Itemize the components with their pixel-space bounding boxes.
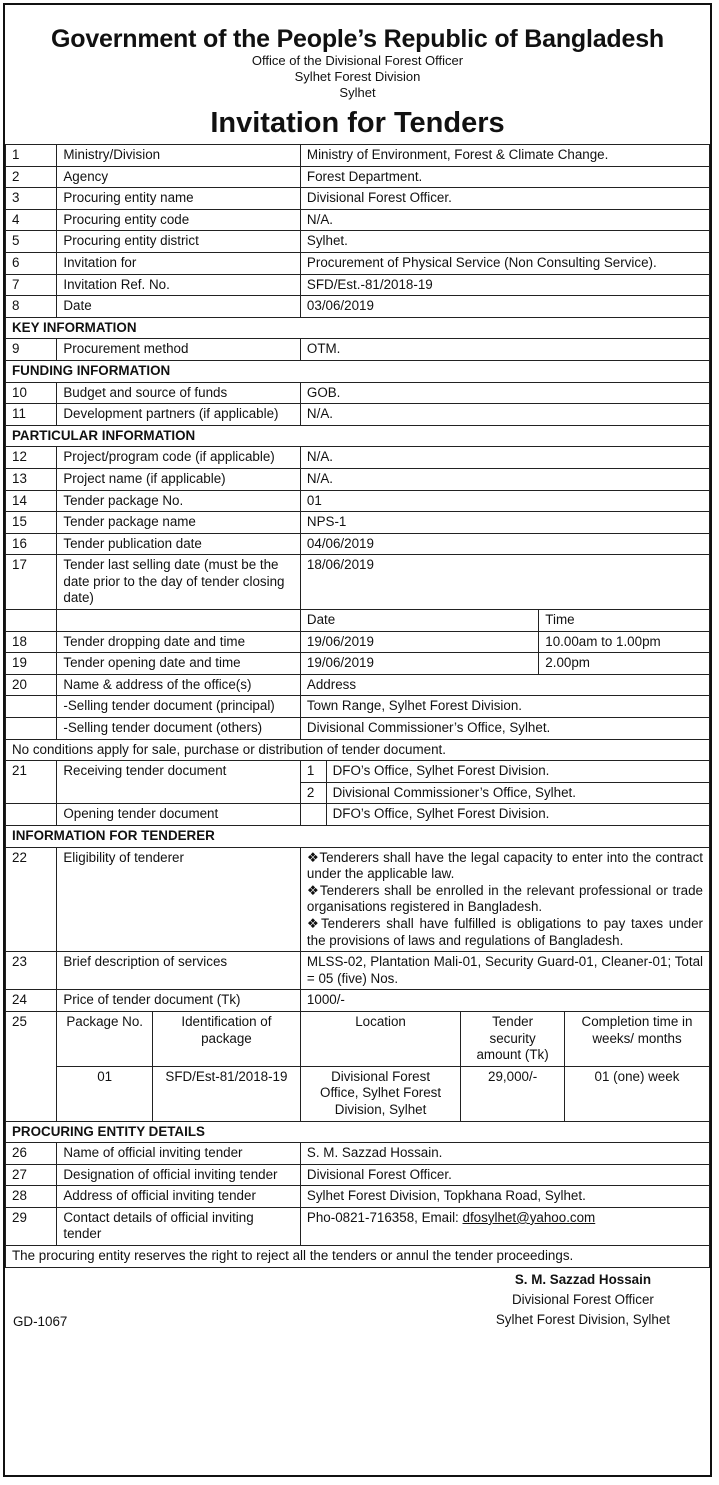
row-value: N/A. — [300, 404, 709, 426]
row-number: 27 — [6, 1164, 57, 1186]
row-number: 11 — [6, 404, 57, 426]
row-label: Tender package name — [57, 512, 301, 534]
bullet-icon: ❖ — [306, 882, 320, 898]
table-row — [6, 804, 710, 826]
section-heading: FUNDING INFORMATION — [6, 360, 710, 382]
row-label: Budget and source of funds — [57, 382, 301, 404]
datetime-header-row — [6, 610, 710, 632]
package-cell: 29,000/- — [461, 1066, 565, 1121]
row-number: 22 — [6, 847, 57, 952]
row-number: 5 — [6, 231, 57, 253]
office-line: Office of the Divisional Forest Officer — [251, 53, 464, 68]
row-label: Tender last selling date (must be the date prior to the day of tender closing date) — [57, 555, 301, 610]
row-time: 2.00pm — [539, 653, 710, 675]
table-row — [6, 674, 710, 696]
eligibility-list — [300, 847, 709, 952]
row-number: 26 — [6, 1143, 57, 1165]
package-cell: SFD/Est-81/2018-19 — [152, 1066, 300, 1121]
package-cell: 01 (one) week — [564, 1066, 709, 1121]
table-row — [6, 696, 710, 718]
row-number: 14 — [6, 490, 57, 512]
row-number: 16 — [6, 533, 57, 555]
row-label: Contact details of official inviting tender — [57, 1207, 301, 1245]
table-row — [6, 990, 710, 1012]
row-value: Ministry of Environment, Forest & Climate Change. — [300, 145, 709, 167]
notice-header — [5, 25, 710, 144]
package-col-header: Package No. — [57, 1011, 153, 1066]
row-value: Procurement of Physical Service (Non Consulting Service). — [300, 252, 709, 274]
table-row — [6, 274, 710, 296]
table-row — [6, 653, 710, 675]
row-value: 18/06/2019 — [300, 555, 709, 610]
row-number: 3 — [6, 188, 57, 210]
table-row — [6, 209, 710, 231]
reserve-note-row — [6, 1246, 710, 1268]
row-label: Procuring entity code — [57, 209, 301, 231]
division-line: Sylhet Forest Division — [294, 69, 421, 84]
eligibility-item: ❖Tenderers shall be enrolled in the relevant professional or trade organisations registered in Bangladesh. — [306, 882, 703, 915]
row-number: 2 — [6, 166, 57, 188]
row-value: Pho-0821-716358, Email: dfosylhet@yahoo.com — [300, 1207, 709, 1245]
row-number: 29 — [6, 1207, 57, 1245]
row-number: 6 — [6, 252, 57, 274]
row-number: 18 — [6, 631, 57, 653]
table-row — [6, 1207, 710, 1245]
row-number: 7 — [6, 274, 57, 296]
row-label: Date — [57, 296, 301, 318]
row-value: SFD/Est.-81/2018-19 — [300, 274, 709, 296]
row-label: Project/program code (if applicable) — [57, 447, 301, 469]
table-row — [6, 631, 710, 653]
row-number: 9 — [6, 339, 57, 361]
row-value: Divisional Forest Officer. — [300, 188, 709, 210]
section-heading: PROCURING ENTITY DETAILS — [6, 1121, 710, 1143]
table-row — [6, 339, 710, 361]
row-number: 20 — [6, 674, 57, 696]
bullet-icon: ❖ — [306, 915, 321, 931]
package-cell: 01 — [57, 1066, 153, 1121]
row-value: Forest Department. — [300, 166, 709, 188]
table-row — [6, 231, 710, 253]
table-row — [6, 1164, 710, 1186]
row-label: Brief description of services — [57, 952, 301, 990]
eligibility-item: ❖Tenderers shall have the legal capacity to enter into the contract under the applicable law. — [306, 849, 703, 882]
row-label: Procurement method — [57, 339, 301, 361]
table-row — [6, 468, 710, 490]
package-col-header: Completion time in weeks/ months — [564, 1011, 709, 1066]
notice-footer — [5, 1268, 710, 1336]
row-value: S. M. Sazzad Hossain. — [300, 1143, 709, 1165]
row-value: Divisional Commissioner’s Office, Sylhet. — [300, 718, 709, 740]
time-column-header: Time — [539, 610, 710, 632]
section-heading: INFORMATION FOR TENDERER — [6, 826, 710, 848]
package-col-header: Tender security amount (Tk) — [461, 1011, 565, 1066]
row-number: 21 — [6, 761, 57, 804]
office-number: 1 — [300, 761, 326, 783]
table-row — [6, 761, 710, 783]
office-number: 2 — [300, 782, 326, 804]
row-label: Name & address of the office(s) — [57, 674, 301, 696]
row-label: Development partners (if applicable) — [57, 404, 301, 426]
row-number: 24 — [6, 990, 57, 1012]
table-row — [6, 188, 710, 210]
row-number: 13 — [6, 468, 57, 490]
row-label: -Selling tender document (principal) — [57, 696, 301, 718]
row-label: Invitation Ref. No. — [57, 274, 301, 296]
row-label: -Selling tender document (others) — [57, 718, 301, 740]
row-number: 12 — [6, 447, 57, 469]
table-row — [6, 296, 710, 318]
row-value: N/A. — [300, 468, 709, 490]
section-particular-information — [6, 425, 710, 447]
conditions-note: No conditions apply for sale, purchase or distribution of tender document. — [6, 739, 710, 761]
row-value: GOB. — [300, 382, 709, 404]
row-value: DFO’s Office, Sylhet Forest Division. — [326, 804, 709, 826]
row-number: 17 — [6, 555, 57, 610]
table-row — [6, 382, 710, 404]
table-row — [6, 447, 710, 469]
package-col-header: Location — [300, 1011, 460, 1066]
row-label: Agency — [57, 166, 301, 188]
reserve-note: The procuring entity reserves the right to reject all the tenders or annul the tender proceedings. — [6, 1246, 710, 1268]
row-label: Procuring entity district — [57, 231, 301, 253]
table-row — [6, 952, 710, 990]
section-funding-information — [6, 360, 710, 382]
row-number: 25 — [6, 1011, 57, 1121]
row-label: Designation of official inviting tender — [57, 1164, 301, 1186]
table-row — [6, 533, 710, 555]
office-name: DFO’s Office, Sylhet Forest Division. — [326, 761, 709, 783]
table-row — [6, 847, 710, 952]
office-name: Divisional Commissioner’s Office, Sylhet. — [326, 782, 709, 804]
row-value: Town Range, Sylhet Forest Division. — [300, 696, 709, 718]
date-column-header: Date — [300, 610, 538, 632]
package-header-row — [6, 1011, 710, 1066]
table-row — [6, 166, 710, 188]
row-value: Sylhet. — [300, 231, 709, 253]
section-key-information — [6, 317, 710, 339]
row-label: Address of official inviting tender — [57, 1186, 301, 1208]
row-value: Divisional Forest Officer. — [300, 1164, 709, 1186]
table-row — [6, 512, 710, 534]
row-value: MLSS-02, Plantation Mali-01, Security Guard-01, Cleaner-01; Total = 05 (five) Nos. — [300, 952, 709, 990]
table-row — [6, 404, 710, 426]
bullet-icon: ❖ — [306, 849, 320, 865]
row-value: 03/06/2019 — [300, 296, 709, 318]
row-label: Name of official inviting tender — [57, 1143, 301, 1165]
eligibility-item: ❖Tenderers shall have fulfilled is obligations to pay taxes under the provisions of laws and regulations of Bangladesh. — [306, 915, 703, 948]
row-value: NPS-1 — [300, 512, 709, 534]
row-number: 28 — [6, 1186, 57, 1208]
row-label: Opening tender document — [57, 804, 301, 826]
row-label: Project name (if applicable) — [57, 468, 301, 490]
row-number: 15 — [6, 512, 57, 534]
signatory-name: S. M. Sazzad Hossain — [514, 1271, 652, 1287]
row-value: 1000/- — [300, 990, 709, 1012]
table-row — [6, 252, 710, 274]
tender-notice — [3, 3, 712, 1477]
section-procuring-entity-details — [6, 1121, 710, 1143]
row-number: 19 — [6, 653, 57, 675]
row-label: Tender dropping date and time — [57, 631, 301, 653]
tender-table — [5, 144, 710, 1268]
table-row — [6, 718, 710, 740]
row-label: Tender publication date — [57, 533, 301, 555]
row-number: 1 — [6, 145, 57, 167]
row-value: 01 — [300, 490, 709, 512]
city-line: Sylhet — [339, 85, 376, 100]
section-heading: KEY INFORMATION — [6, 317, 710, 339]
row-label: Tender package No. — [57, 490, 301, 512]
row-number: 8 — [6, 296, 57, 318]
package-col-header: Identification of package — [152, 1011, 300, 1066]
row-value: Address — [300, 674, 709, 696]
table-row — [6, 555, 710, 610]
section-heading: PARTICULAR INFORMATION — [6, 425, 710, 447]
table-row — [6, 1186, 710, 1208]
gd-number: GD-1067 — [13, 1313, 68, 1329]
notice-heading: Invitation for Tenders — [210, 107, 505, 139]
table-row — [6, 145, 710, 167]
row-number: 10 — [6, 382, 57, 404]
row-label: Receiving tender document — [57, 761, 301, 804]
row-value: Sylhet Forest Division, Topkhana Road, Sylhet. — [300, 1186, 709, 1208]
row-label: Price of tender document (Tk) — [57, 990, 301, 1012]
section-information-for-tenderer — [6, 826, 710, 848]
row-time: 10.00am to 1.00pm — [539, 631, 710, 653]
row-date: 19/06/2019 — [300, 631, 538, 653]
row-date: 19/06/2019 — [300, 653, 538, 675]
table-row — [6, 490, 710, 512]
row-label: Eligibility of tenderer — [57, 847, 301, 952]
conditions-note-row — [6, 739, 710, 761]
row-value: 04/06/2019 — [300, 533, 709, 555]
row-label: Tender opening date and time — [57, 653, 301, 675]
row-value: N/A. — [300, 209, 709, 231]
email-link[interactable]: dfosylhet@yahoo.com — [462, 1209, 596, 1225]
signature-block — [496, 1270, 670, 1330]
row-number: 23 — [6, 952, 57, 990]
row-value: OTM. — [300, 339, 709, 361]
package-row — [6, 1066, 710, 1121]
signatory-designation: Divisional Forest Officer — [511, 1291, 654, 1307]
signatory-office: Sylhet Forest Division, Sylhet — [495, 1311, 670, 1327]
government-title: Government of the People’s Republic of Bangladesh — [51, 25, 664, 53]
table-row — [6, 1143, 710, 1165]
package-cell: Divisional Forest Office, Sylhet Forest Division, Sylhet — [300, 1066, 460, 1121]
row-number: 4 — [6, 209, 57, 231]
row-label: Invitation for — [57, 252, 301, 274]
row-label: Ministry/Division — [57, 145, 301, 167]
row-label: Procuring entity name — [57, 188, 301, 210]
row-value: N/A. — [300, 447, 709, 469]
